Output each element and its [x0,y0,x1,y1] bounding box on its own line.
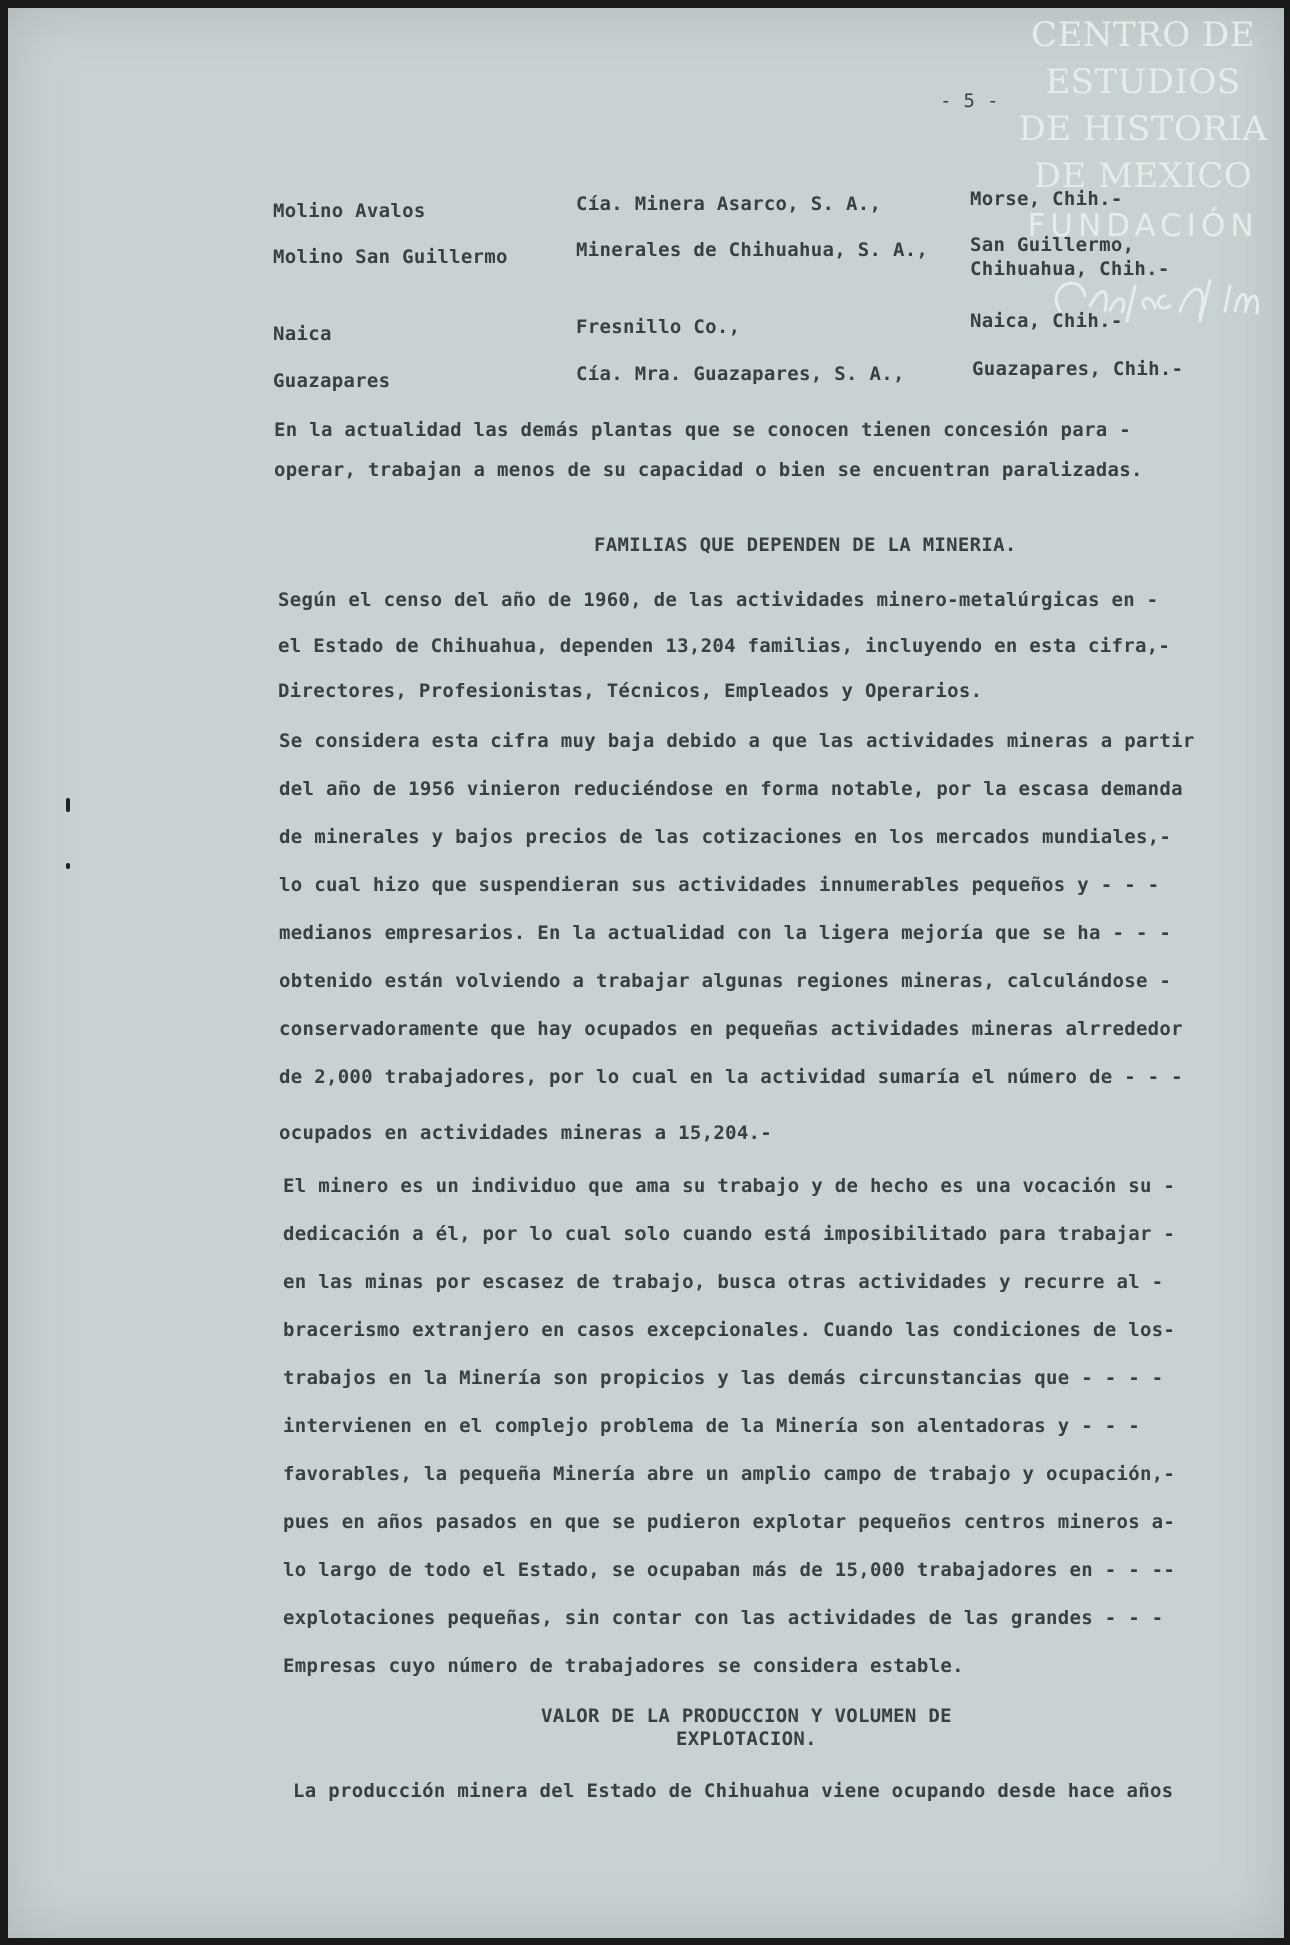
section-heading: EXPLOTACION. [676,1728,817,1750]
table-row-location-2: Chihuahua, Chih.- [970,258,1170,280]
body-line: En la actualidad las demás plantas que se conocen tienen concesión para - [274,419,1131,441]
table-row-company: Fresnillo Co., [576,316,741,338]
body-line: operar, trabajan a menos de su capacidad o bien se encuentran paralizadas. [274,459,1143,481]
body-line: explotaciones pequeñas, sin contar con las actividades de las grandes - - - [283,1607,1164,1629]
body-line: favorables, la pequeña Minería abre un amplio campo de trabajo y ocupación,- [283,1463,1176,1485]
table-row-location: Morse, Chih.- [970,188,1123,210]
body-line: del año de 1956 vinieron reduciéndose en forma notable, por la escasa demanda [279,778,1183,800]
page-number: - 5 - [940,90,999,112]
body-line: conservadoramente que hay ocupados en pequeñas actividades mineras alrrededor [279,1018,1183,1040]
watermark-fundacion: FUNDACIÓN [1027,208,1259,244]
table-row-name: Molino San Guillermo [273,246,508,268]
watermark-line: DE HISTORIA [1018,109,1268,149]
body-line: Empresas cuyo número de trabajadores se considera estable. [283,1655,964,1677]
body-line: medianos empresarios. En la actualidad con la ligera mejoría que se ha - - - [279,922,1172,944]
table-row-company: Minerales de Chihuahua, S. A., [576,239,929,261]
body-line: Directores, Profesionistas, Técnicos, Empleados y Operarios. [278,680,983,702]
body-line: El minero es un individuo que ama su trabajo y de hecho es una vocación su - [283,1175,1176,1197]
table-row-name: Naica [273,323,332,345]
body-line: Se considera esta cifra muy baja debido a que las actividades mineras a partir [279,730,1195,752]
body-line: de minerales y bajos precios de las cotizaciones en los mercados mundiales,- [279,826,1172,848]
section-heading: FAMILIAS QUE DEPENDEN DE LA MINERIA. [594,534,1017,556]
document-page [8,8,1284,1938]
body-line: ocupados en actividades mineras a 15,204.- [279,1122,773,1144]
ink-speck [66,798,70,812]
body-line: lo cual hizo que suspendieran sus actividades innumerables pequeños y - - - [279,874,1160,896]
watermark-line: CENTRO DE [1030,15,1256,55]
body-line: el Estado de Chihuahua, dependen 13,204 familias, incluyendo en esta cifra,- [278,635,1171,657]
table-row-name: Molino Avalos [273,200,426,222]
body-line: Según el censo del año de 1960, de las actividades minero-metalúrgicas en - [278,589,1159,611]
table-row-location: Guazapares, Chih.- [972,358,1184,380]
ink-speck [66,863,70,869]
body-line: La producción minera del Estado de Chihuahua viene ocupando desde hace años [293,1780,1174,1802]
body-line: obtenido están volviendo a trabajar algunas regiones mineras, calculándose - [279,970,1172,992]
body-line: intervienen en el complejo problema de la Minería son alentadoras y - - - [283,1415,1140,1437]
table-row-company: Cía. Minera Asarco, S. A., [576,193,882,215]
table-row-name: Guazapares [273,370,391,392]
table-row-location: Naica, Chih.- [970,310,1123,332]
body-line: dedicación a él, por lo cual solo cuando está imposibilitado para trabajar - [283,1223,1176,1245]
body-line: pues en años pasados en que se pudieron explotar pequeños centros mineros a- [283,1511,1176,1533]
archive-watermark [1018,12,1268,250]
body-line: de 2,000 trabajadores, por lo cual en la actividad sumaría el número de - - - [279,1066,1183,1088]
watermark-line: DE MEXICO [1033,156,1253,196]
watermark-line: ESTUDIOS [1045,62,1241,102]
table-row-location: San Guillermo, [970,234,1135,256]
section-heading: VALOR DE LA PRODUCCION Y VOLUMEN DE [541,1705,952,1727]
body-line: trabajos en la Minería son propicios y las demás circunstancias que - - - - [283,1367,1164,1389]
body-line: en las minas por escasez de trabajo, busca otras actividades y recurre al - [283,1271,1164,1293]
body-line: bracerismo extranjero en casos excepcionales. Cuando las condiciones de los- [283,1319,1176,1341]
body-line: lo largo de todo el Estado, se ocupaban más de 15,000 trabajadores en - - -- [283,1559,1176,1581]
table-row-company: Cía. Mra. Guazapares, S. A., [576,363,905,385]
